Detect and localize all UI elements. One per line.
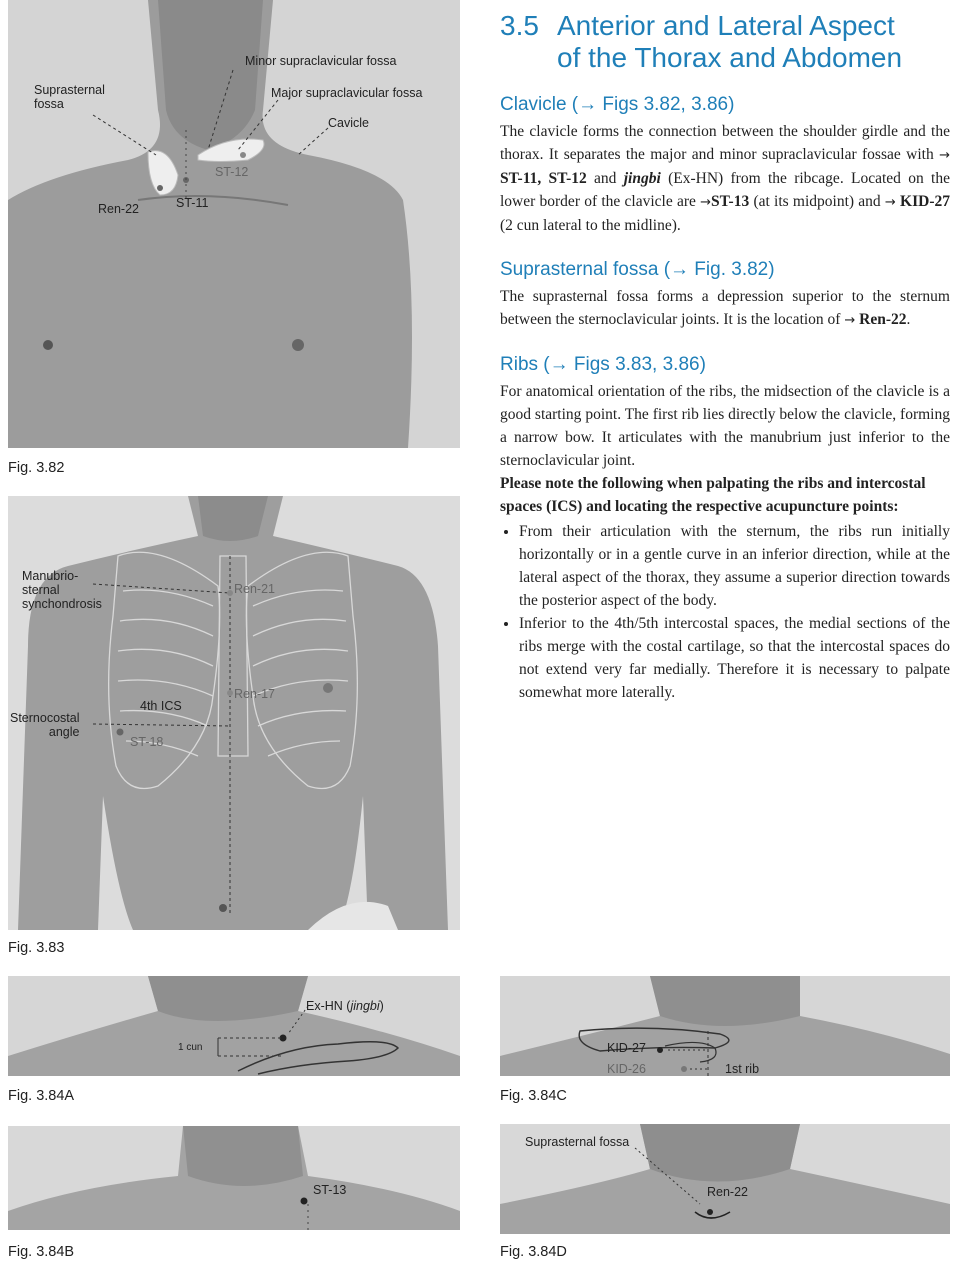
ribs-heading: Ribs (→ Figs 3.83, 3.86)	[500, 354, 706, 375]
label-suprasternal-fossa: Suprasternal fossa	[34, 83, 105, 111]
suprasternal-heading: Suprasternal fossa (→ Fig. 3.82)	[500, 259, 775, 280]
arrow-icon: →	[884, 195, 896, 210]
fig-3-83-caption: Fig. 3.83	[8, 940, 65, 956]
label-kid-27: KID-27	[607, 1041, 646, 1055]
text-column	[500, 92, 950, 724]
label-ex-hn-jingbi: Ex-HN (jingbi)	[306, 999, 384, 1013]
fig-3-84d-caption: Fig. 3.84D	[500, 1244, 567, 1260]
label-ren-17: Ren-17	[234, 687, 275, 701]
point-ref: Ren-22	[859, 311, 907, 328]
fig-3-84c-drawing	[500, 976, 950, 1076]
label-cavicle: Cavicle	[328, 116, 369, 130]
fig-3-84b-photo	[8, 1126, 460, 1230]
label-suprasternal-fossa-d: Suprasternal fossa	[525, 1135, 630, 1149]
fig-3-84c-caption: Fig. 3.84C	[500, 1088, 567, 1104]
suprasternal-paragraph: The suprasternal fossa forms a depression superior to the sternum between the sternoclavicular joints. It is the location of → Ren-22.	[500, 288, 950, 328]
suprasternal-section	[500, 257, 950, 332]
fig-3-84b-drawing	[8, 1126, 460, 1230]
label-manubriosternal-synchondrosis: Manubrio- sternal synchondrosis	[22, 569, 102, 611]
section-number: 3.5	[500, 10, 539, 41]
arrow-icon: →	[844, 313, 856, 328]
ribs-paragraph: For anatomical orientation of the ribs, the midsection of the clavicle is a good starting point. The first rib lies directly below the clavicle, forming a narrow bow. It articulates with the manubrium just inferior to the sternoclavicular joint.	[500, 383, 950, 469]
point-ref: ST-11, ST-12	[500, 170, 587, 187]
label-ren-21: Ren-21	[234, 582, 275, 596]
point-ref: KID-27	[900, 193, 950, 210]
ribs-section	[500, 352, 950, 704]
label-ren-22: Ren-22	[98, 202, 139, 216]
fig-3-84a-caption: Fig. 3.84A	[8, 1088, 75, 1104]
fig-3-84a-photo	[8, 976, 460, 1076]
list-item: • From their articulation with the sternum, the ribs run initially horizontally or in a gentle curve in an inferior direction, while at the lateral aspect of the thorax, they assume a superior direction towards the posterior aspect of the body.	[519, 520, 950, 612]
fig-3-82-photo	[8, 0, 460, 448]
section-title-line-2: of the Thorax and Abdomen	[557, 42, 903, 73]
label-1st-rib: 1st rib	[725, 1062, 760, 1076]
ribs-note: Please note the following when palpating the ribs and intercostal spaces (ICS) and locating the respective acupuncture points:	[500, 475, 926, 515]
label-minor-supraclavicular: Minor supraclavicular fossa	[245, 54, 397, 68]
label-1-cun: 1 cun	[178, 1042, 203, 1053]
fig-3-82-caption: Fig. 3.82	[8, 460, 65, 476]
fig-3-84b-caption: Fig. 3.84B	[8, 1244, 75, 1260]
clavicle-heading: Clavicle (→ Figs 3.82, 3.86)	[500, 94, 735, 115]
label-st-13: ST-13	[313, 1183, 347, 1197]
point-ref: jingbi	[623, 170, 661, 187]
label-major-supraclavicular: Major supraclavicular fossa	[271, 86, 423, 100]
label-4th-ics: 4th ICS	[140, 699, 182, 713]
clavicle-section	[500, 92, 950, 237]
label-st-12: ST-12	[215, 165, 249, 179]
ribs-bullets	[500, 520, 950, 704]
label-st-11: ST-11	[176, 196, 209, 210]
clavicle-paragraph: The clavicle forms the connection between the shoulder girdle and the thorax. It separates the major and minor supraclavicular fossae with → ST-11, ST-12 and jingbi (Ex-HN) from the ribcage. Located on the lower border of the clavicle are →ST-13 (at its midpoint) and → KID-27 (2 cun lateral to the midline).	[500, 123, 950, 234]
section-title-line-1: Anterior and Lateral Aspect	[557, 10, 895, 41]
arrow-icon: →	[700, 195, 712, 210]
label-st-18: ST-18	[130, 735, 164, 749]
fig-3-83-photo	[8, 496, 460, 930]
label-sternocostal-angle: Sternocostal angle	[10, 711, 80, 739]
fig-3-84c-photo	[500, 976, 950, 1076]
fig-3-84d-photo	[500, 1124, 950, 1234]
label-kid-26: KID-26	[607, 1062, 646, 1076]
fig-3-84a-drawing	[8, 976, 460, 1076]
label-ren-22-d: Ren-22	[707, 1185, 748, 1199]
arrow-icon: →	[939, 148, 950, 163]
list-item: • Inferior to the 4th/5th intercostal spaces, the medial sections of the ribs merge with the costal cartilage, so that the intercostal spaces do not extend very far medially. Therefore it is necessary to palpate somewhat more laterally.	[519, 612, 950, 704]
point-ref: ST-13	[711, 193, 750, 210]
